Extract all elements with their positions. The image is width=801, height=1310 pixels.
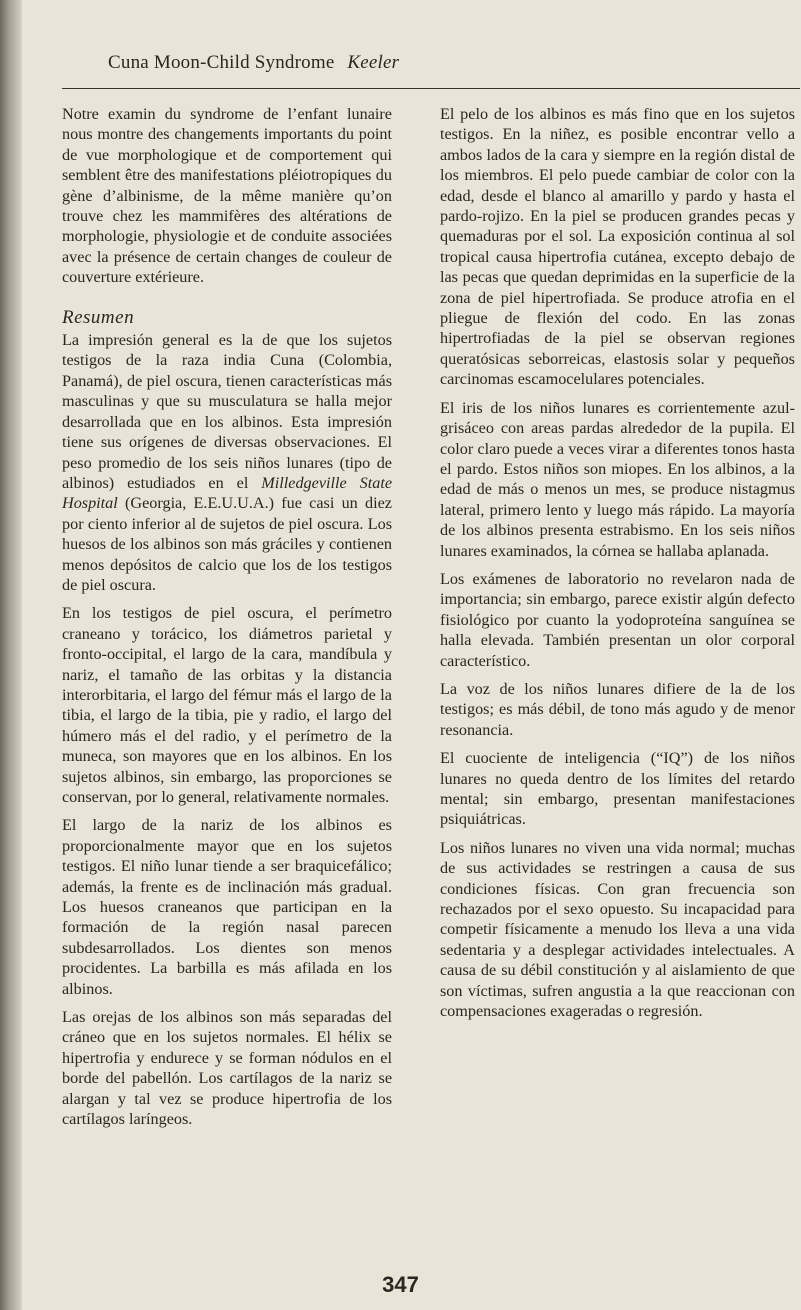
running-header bbox=[108, 52, 788, 74]
resumen-paragraph-1-text-b: (Georgia, E.E.U.U.A.) fue casi un diez por ciento inferior al de sujetos de piel oscura. Los huesos de los albinos son más gráciles y contienen menos depósitos de calcio que los de los testigos de piel oscura. bbox=[62, 494, 392, 594]
french-summary-paragraph: Notre examin du syndrome de l’enfant lunaire nous montre des changements importants du point de vue morphologique et de comportement qui semblent être des manifestations pléiotropiques du gène d’albinisme, de la même manière qu’on trouve chez les mammifères des altérations de morphologie, physiologie et de conduite associées avec la présence de certain changes de couleur de couverture extérieure. bbox=[62, 105, 392, 287]
resumen-heading: Resumen bbox=[62, 306, 135, 328]
header-title: Cuna Moon-Child Syndrome bbox=[108, 52, 335, 73]
resumen-paragraph-1-text-a: La impresión general es la de que los sujetos testigos de la raza india Cuna (Colombia, Panamá), de piel oscura, tienen características más masculinas y que su musculatura se halla mejor desarrollada que en los albinos. Esta impresión tiene sus orígenes de diversas observaciones. El peso promedio de los seis niños lunares (tipo de albinos) estudiados en el bbox=[62, 331, 392, 492]
resumen-paragraph-2: En los testigos de piel oscura, el perímetro craneano y torácico, los diámetros parietal y fronto-occipital, el largo de la cara, mandíbula y nariz, el tamaño de las orbitas y la distancia interorbitaria, el largo del fémur más el largo de la tibia, el largo de la tibia, pie y radio, el largo del húmero más el del radio, y el perímetro de la muneca, son mayores que en los albinos. En los sujetos albinos, sin embargo, las proporciones se conservan, por lo general, relativamente normales. bbox=[62, 604, 392, 806]
resumen-paragraph-5: El pelo de los albinos es más fino que en los sujetos testigos. En la niñez, es posible encontrar vello a ambos lados de la cara y siempre en la región distal de los miembros. El pelo puede cambiar de color con la edad, desde el blanco al amarillo y pardo y hasta el pardo-rojizo. En la piel se producen grandes pecas y quemaduras por el sol. La exposición continua al sol tropical causa hipertrofia cutánea, excepto debajo de las pecas que quedan deprimidas en la superficie de la zona de piel hipertrofiada. Se produce atrofia en el pliegue de flexión del codo. En las zonas hipertrofiadas de la piel se observan regiones queratósicas seborreicas, elastosis solar y pequeños carcinomas escamocelulares potenciales. bbox=[440, 105, 795, 389]
resumen-paragraph-7: Los exámenes de laboratorio no revelaron nada de importancia; sin embargo, parece existir algún defecto fisiológico por cuanto la yodoproteína sanguínea se halla elevada. También presentan un olor corporal característico. bbox=[440, 569, 795, 670]
book-binding-shadow bbox=[0, 0, 22, 1310]
resumen-paragraph-6: El iris de los niños lunares es corrientemente azul-grisáceo con areas pardas alrededor de la pupila. El color claro puede a veces virar a diferentes tonos hasta el pardo. Estos niños son miopes. En los albinos, a la edad de más o menos un mes, se produce nistagmus lateral, primero lento y luego más rápido. La mayoría de los albinos presenta estrabismo. En los seis niños lunares examinados, la córnea se hallaba aplanada. bbox=[440, 398, 795, 560]
resumen-paragraph-9: El cuociente de inteligencia (“IQ”) de los niños lunares no queda dentro de los límites del retardo mental; sin embargo, presentan manifestaciones psiquiátricas. bbox=[440, 749, 795, 829]
page-number: 347 bbox=[382, 1272, 419, 1297]
hospital-name: Milledgeville State Hospital bbox=[62, 473, 393, 513]
header-author: Keeler bbox=[347, 52, 400, 73]
resumen-paragraph-10: Los niños lunares no viven una vida normal; muchas de sus actividades se restringen a causa de sus condiciones físicas. Con gran frecuencia son rechazados por el sexo opuesto. Su incapacidad para competir físicamente a menudo los lleva a una vida sedentaria y a desplegar actividades intelectuales. A causa de su débil constitución y al aislamiento de que son víctimas, sufren angustia a la que reaccionan con compensaciones exageradas o regresión. bbox=[440, 838, 795, 1021]
header-rule bbox=[62, 88, 800, 89]
resumen-paragraph-4: Las orejas de los albinos son más separadas del cráneo que en los sujetos normales. El hélix se hipertrofia y endurece y se forman nódulos en el borde del pabellón. Los cartílagos de la nariz se alargan y tal vez se produce hipertrofia de los cartílagos laríngeos. bbox=[62, 1008, 392, 1129]
resumen-paragraph-3: El largo de la nariz de los albinos es proporcionalmente mayor que en los sujetos testigos. El niño lunar tiende a ser braquicefálico; además, la frente es de inclinación más gradual. Los huesos craneanos que participan en la formación de la región nasal parecen subdesarrollados. Los dientes son menos procidentes. La barbilla es más afilada en los albinos. bbox=[62, 816, 392, 998]
resumen-paragraph-8: La voz de los niños lunares difiere de la de los testigos; es más débil, de tono más agudo y de menor resonancia. bbox=[440, 679, 795, 739]
resumen-paragraph-1 bbox=[62, 330, 392, 595]
left-column bbox=[62, 104, 392, 1138]
right-column bbox=[440, 104, 795, 1029]
